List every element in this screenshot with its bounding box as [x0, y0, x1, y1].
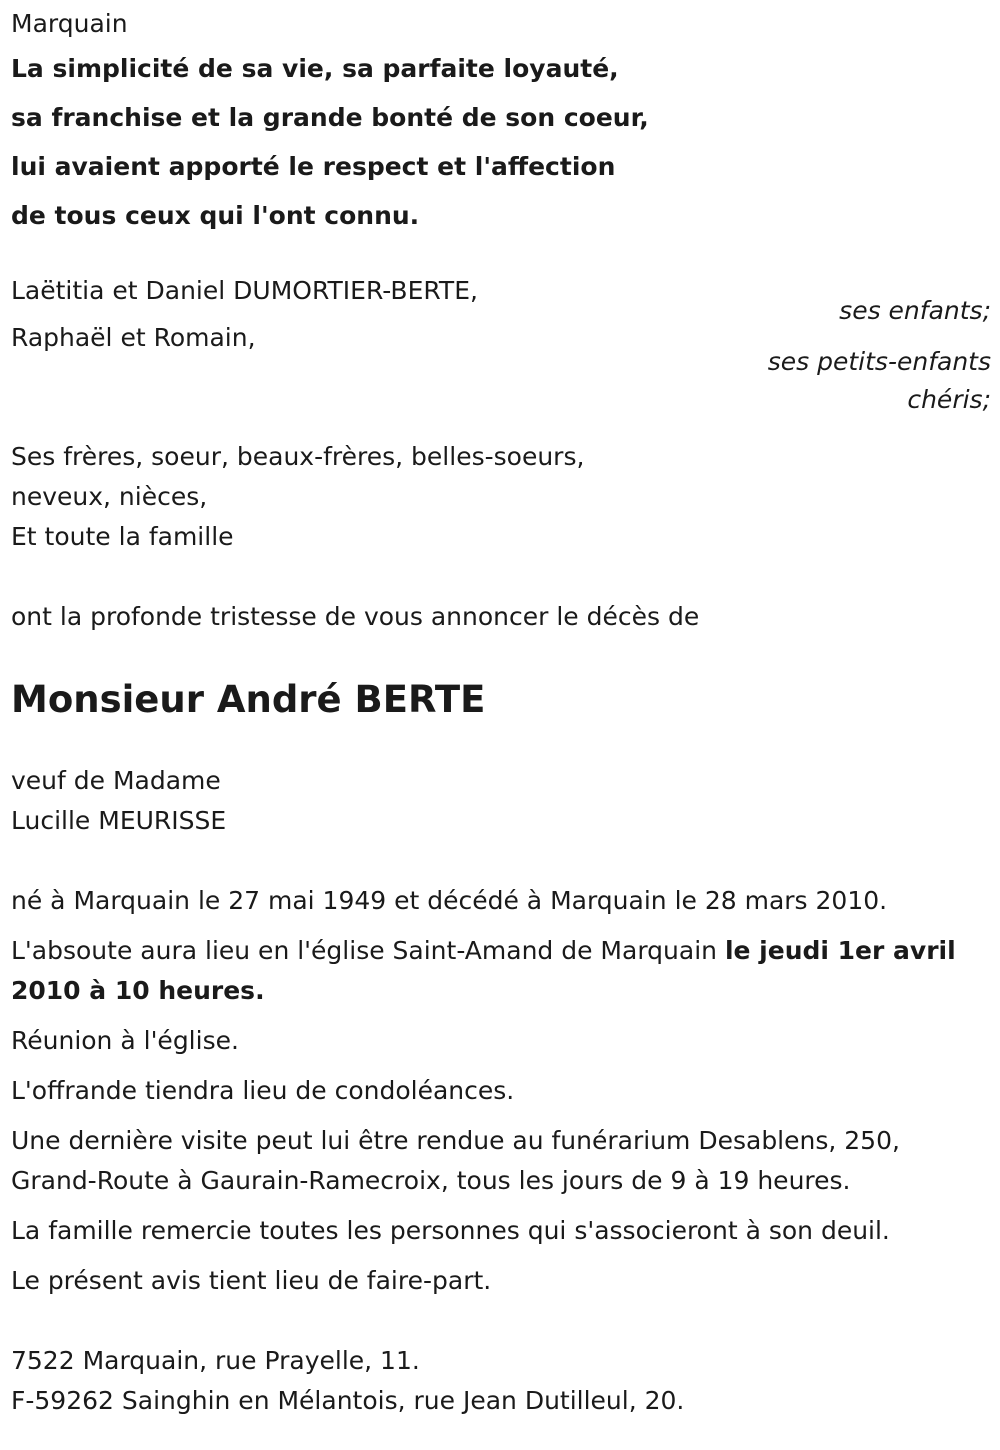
obituary-notice	[11, 4, 991, 1421]
quote-line: sa franchise et la grande bonté de son coeur,	[11, 103, 649, 132]
service-date: le jeudi 1er avril 2010 à 10 heures.	[11, 936, 956, 1005]
birth-death: né à Marquain le 27 mai 1949 et décédé à Marquain le 28 mars 2010.	[11, 886, 888, 915]
children-names: Laëtitia et Daniel DUMORTIER-BERTE,	[11, 276, 478, 305]
extended-family-line: neveux, nièces,	[11, 482, 208, 511]
extended-family	[11, 437, 991, 557]
memorial-quote	[11, 44, 991, 240]
widower-line: veuf de Madame	[11, 766, 221, 795]
offering-info: L'offrande tiendra lieu de condoléances.	[11, 1076, 515, 1105]
children-relation: ses enfants;	[839, 296, 991, 325]
quote-line: lui avaient apporté le respect et l'affection	[11, 152, 616, 181]
grandchildren-names: Raphaël et Romain,	[11, 323, 256, 352]
announcement: ont la profonde tristesse de vous annoncer le décès de	[11, 602, 700, 631]
grandchildren-relation-line1: ses petits-enfants	[767, 347, 991, 376]
deceased-name: Monsieur André BERTE	[11, 678, 486, 721]
address-line: F-59262 Sainghin en Mélantois, rue Jean Dutilleul, 20.	[11, 1386, 685, 1415]
visit-info: Une dernière visite peut lui être rendue au funérarium Desablens, 250, Grand-Route à Gaurain-Ramecroix, tous les jours de 9 à 19 heures.	[11, 1126, 900, 1195]
service-text: L'absoute aura lieu en l'église Saint-Amand de Marquain	[11, 936, 725, 965]
grandchildren-entry	[11, 320, 991, 420]
widower-line: Lucille MEURISSE	[11, 806, 227, 835]
meeting-info: Réunion à l'église.	[11, 1026, 239, 1055]
grandchildren-relation-line2: chéris;	[907, 385, 991, 414]
address-line: 7522 Marquain, rue Prayelle, 11.	[11, 1346, 420, 1375]
quote-line: La simplicité de sa vie, sa parfaite loyauté,	[11, 54, 619, 83]
service-info	[11, 931, 996, 1011]
extended-family-line: Et toute la famille	[11, 522, 234, 551]
town-header: Marquain	[11, 9, 128, 38]
extended-family-line: Ses frères, soeur, beaux-frères, belles-soeurs,	[11, 442, 585, 471]
faire-part: Le présent avis tient lieu de faire-part.	[11, 1266, 492, 1295]
quote-line: de tous ceux qui l'ont connu.	[11, 201, 420, 230]
thanks: La famille remercie toutes les personnes qui s'associeront à son deuil.	[11, 1216, 890, 1245]
